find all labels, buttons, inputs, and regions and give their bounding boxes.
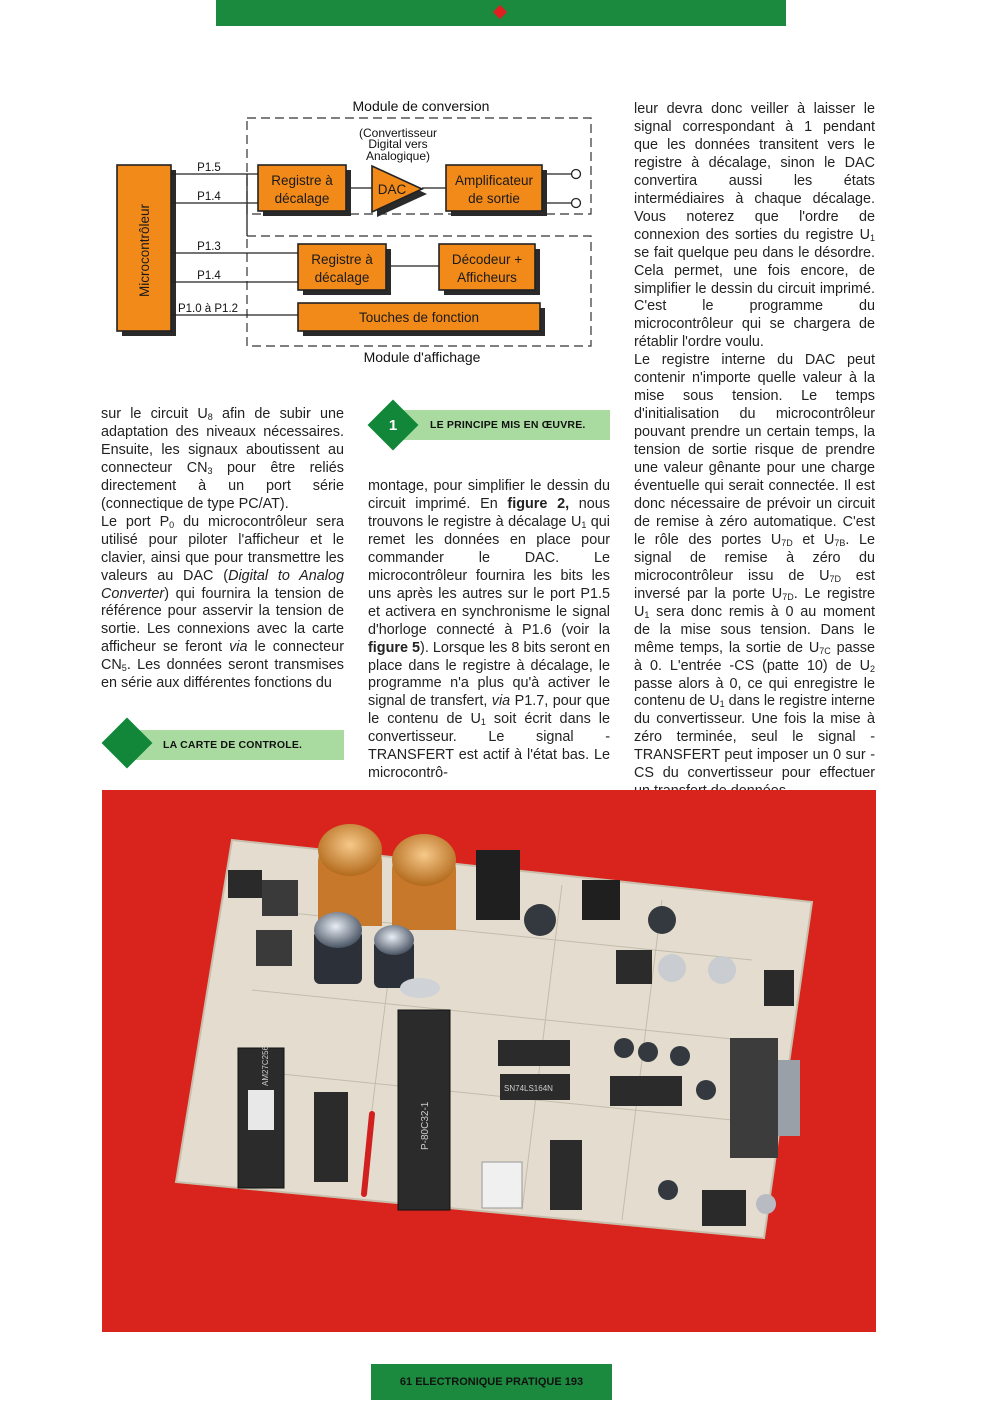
text-column-1 bbox=[101, 406, 344, 693]
heading-bar bbox=[390, 410, 610, 440]
block-label: Registre à bbox=[271, 173, 333, 188]
pin-label: P1.3 bbox=[197, 241, 221, 253]
serial-connector bbox=[730, 1038, 778, 1158]
chip-marking: P-80C32-1 bbox=[420, 1101, 431, 1150]
capacitor-icon bbox=[524, 904, 556, 936]
terminal-block-icon bbox=[764, 970, 794, 1006]
paragraph: Le port $P_0$ du microcontrôleur sera utilisé pour piloter l'afficheur et le clavier, ainsi que pour transmettre les valeurs au DAC (Digital to Analog Converter) qui fournira la tension de référence pour asservir la tension de sortie. Les connexions avec la carte afficheur se feront via le connecteur $CN_5$. Les données seront transmises en série aux différentes fonctions du bbox=[101, 513, 344, 692]
display-module-label: Module d'affichage bbox=[363, 349, 481, 365]
block-label: de sortie bbox=[468, 191, 520, 206]
converter-note-2: Digital vers bbox=[368, 137, 428, 151]
block-label: décalage bbox=[314, 270, 370, 285]
ic-chip bbox=[314, 1092, 348, 1182]
block-label: Touches de fonction bbox=[358, 310, 480, 325]
section-heading-carte bbox=[106, 718, 344, 768]
pcb-illustration bbox=[102, 790, 876, 1332]
heading-text: LA CARTE DE CONTROLE. bbox=[163, 739, 303, 751]
pin-label: P1.4 bbox=[197, 270, 221, 282]
converter-note-1: (Convertisseur bbox=[358, 126, 438, 140]
transistor-icon bbox=[708, 956, 736, 984]
rectifier-icon bbox=[256, 930, 292, 966]
paragraph: Le registre interne du DAC peut contenir n'importe quelle valeur à la mise sous tension. Le temps d'initialisation du microcontrôleur pouvant prendre un certain temps, la tension de sortie risque de prendre une valeur gênante pour une charge éventuelle qui serait connectée. Il est donc nécessaire de prévoir un circuit de remise à zéro automatique. C'est le rôle des portes $U_{7D}$ et $U_{7B}$. Le signal de remise à zéro du microcontrôleur issu de $U_{7D}$ est inversé par la porte $U_{7D}$. Le registre $U_1$ sera donc remis à 0 au moment de la mise sous tension. Dans le même temps, la sortie de $U_{7C}$ passe à 0. L'entrée -CS (patte 10) de $U_2$ passe alors à 0, ce qui enregistre le contenu de $U_1$ dans le registre interne du convertisseur. Une fois la mise à zéro terminée, seul le signal -TRANSFERT peut imposer un 0 sur -CS du convertisseur pour effectuer bbox=[634, 352, 876, 782]
ic-chip bbox=[550, 1140, 582, 1210]
block-label: Amplificateur bbox=[454, 173, 534, 188]
pin-label: P1.5 bbox=[197, 162, 221, 174]
heading-bar bbox=[126, 730, 344, 760]
block-label: Décodeur + bbox=[451, 252, 523, 267]
figure-1-caption bbox=[370, 400, 610, 450]
paragraph: sur le circuit $U_8$ afin de subir une adaptation des niveaux nécessaires. Ensuite, les signaux aboutissent au connecteur $CN_3$ pour être reliés directement à un port série (connectique de type PC/AT). bbox=[101, 406, 344, 512]
ic-chip bbox=[616, 950, 652, 984]
heading-text: LE PRINCIPE MIS EN ŒUVRE. bbox=[430, 419, 586, 431]
converter-note-3: Analogique) bbox=[365, 149, 431, 163]
footer-text: 61 ELECTRONIQUE PRATIQUE 193 bbox=[399, 1376, 584, 1388]
chip-marking: SN74LS164N bbox=[504, 1084, 553, 1093]
output-terminal-icon bbox=[572, 199, 581, 208]
capacitor-icon bbox=[314, 912, 362, 948]
crystal-icon bbox=[400, 978, 440, 998]
transistor-icon bbox=[658, 954, 686, 982]
pin-header bbox=[482, 1162, 522, 1208]
block-label: Afficheurs bbox=[457, 270, 517, 285]
text-column-3 bbox=[634, 101, 875, 801]
conversion-module-label: Module de conversion bbox=[352, 98, 490, 114]
pcb-photo bbox=[102, 790, 876, 1332]
red-diamond-icon bbox=[493, 5, 507, 19]
dac-label: DAC bbox=[377, 182, 407, 197]
page-footer bbox=[371, 1364, 612, 1400]
rectifier-icon bbox=[262, 880, 298, 916]
output-terminal-icon bbox=[572, 170, 581, 179]
ic-chip bbox=[498, 1040, 570, 1066]
paragraph: leur devra donc veiller à laisser le signal correspondant à 1 pendant que les données transitent vers le registre à décalage, sinon le DAC convertira aussi les états intermédiaires à chaque décalage. Vous noterez que l'ordre de connexion des sorties du registre $U_1$ se fait quelque peu dans le désordre. Cela permet, une fois encore, de simplifier le dessin du circuit imprimé. C'est le programme du microcontrôleur qui se chargera de rétablir l'ordre voulu. bbox=[634, 101, 875, 351]
capacitor-icon bbox=[648, 906, 676, 934]
green-diamond-icon bbox=[102, 718, 153, 769]
chip-marking: AM27C256 bbox=[261, 1045, 270, 1086]
paragraph: montage, pour simplifier le dessin du circuit imprimé. En figure 2, nous trouvons le registre à décalage $U_1$ qui remet les données en place pour commander le DAC. Le microcontrôleur fournira les bits les uns après les autres sur le port P1.5 et activera en synchronisme le signal d'horloge connecté à P1.6 (voir la figure 5). Lorsque les 8 bits seront en place dans le registre à décalage, le programme n'a plus qu'à activer le signal de transfert, via P1.7, pour que le contenu de $U_1$ soit écrit dans le convertisseur. Le signal -TRANSFERT est actif à l'état bas. Le microcontrô- bbox=[368, 478, 610, 782]
block-label: Registre à bbox=[311, 252, 373, 267]
toggle-switch bbox=[702, 1190, 746, 1226]
figure-number: 1 bbox=[388, 416, 398, 434]
header-bar bbox=[216, 0, 786, 26]
pin-label: P1.0 à P1.2 bbox=[177, 303, 239, 315]
terminal-block-icon bbox=[228, 870, 262, 898]
ic-chip bbox=[610, 1076, 682, 1106]
pin-label: P1.4 bbox=[197, 191, 221, 203]
block-diagram bbox=[100, 96, 610, 370]
regulator-icon bbox=[582, 880, 620, 920]
regulator-icon bbox=[476, 850, 520, 920]
text-column-2 bbox=[368, 478, 610, 783]
block-label: décalage bbox=[274, 191, 330, 206]
microcontroller-label: Microcontrôleur bbox=[137, 203, 152, 297]
capacitor-icon bbox=[374, 925, 414, 955]
